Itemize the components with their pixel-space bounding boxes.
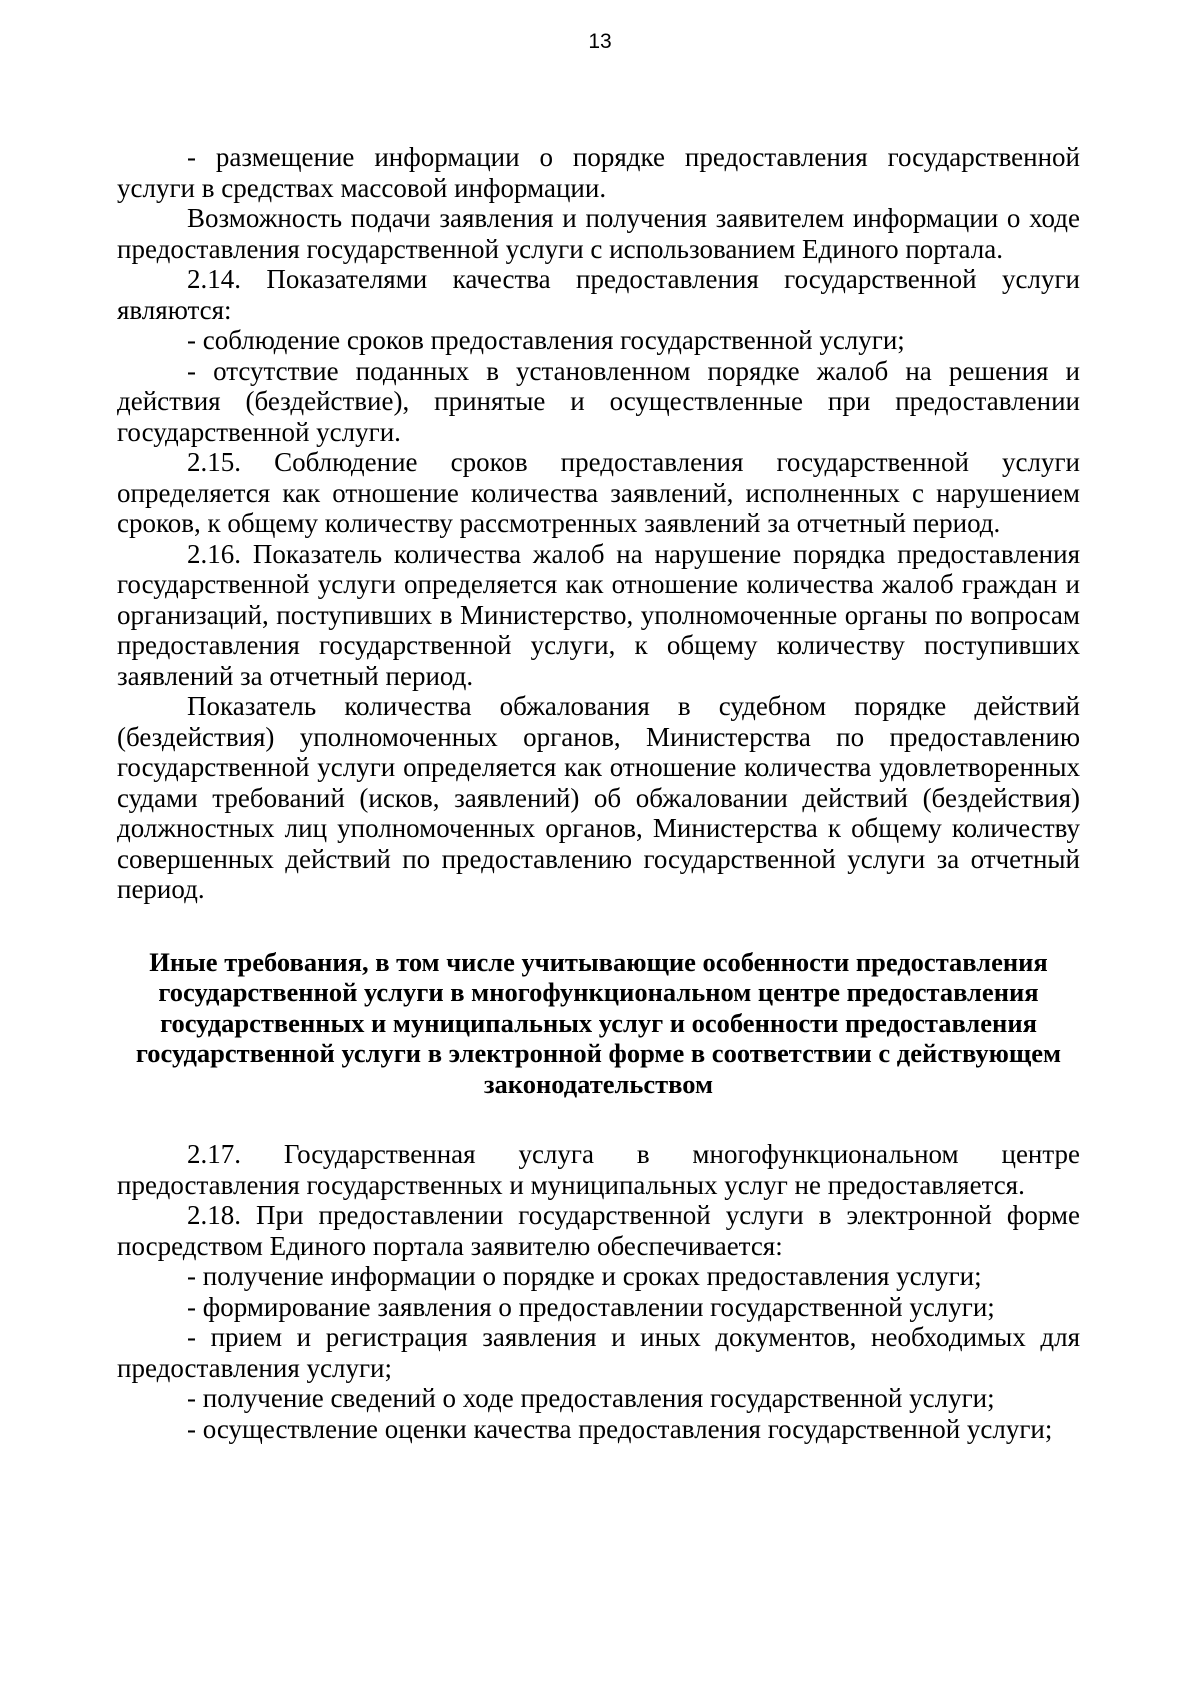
list-item-status: - получение сведений о ходе предоставления государственной услуги; xyxy=(187,1383,995,1413)
paragraph-2-14: 2.14. Показателями качества предоставления государственной услуги являются: xyxy=(117,264,1080,325)
paragraph-no-complaints: - отсутствие поданных в установленном порядке жалоб на решения и действия (бездействие), принятые и осуществленные при предоставлении государственной услуги. xyxy=(117,355,1080,447)
section-heading: Иные требования, в том числе учитывающие особенности предоставления государственной услуги в многофункциональном центре предоставления государственных и муниципальных услуг и особенности предоставления государственной услуги в электронной форме в соответствии с действующем законодательством xyxy=(135,946,1062,1099)
page-number: 13 xyxy=(588,30,612,53)
paragraph-2-16: 2.16. Показатель количества жалоб на нарушение порядка предоставления государственной услуги определяется как отношение количества жалоб граждан и организаций, поступивших в Министерство, уполномоченные органы по вопросам предоставления государственной услуги, к общему количеству поступивших заявлений за отчетный период. xyxy=(117,538,1080,691)
list-item-form: - формирование заявления о предоставлении государственной услуги; xyxy=(187,1291,995,1322)
paragraph-portal-possibility: Возможность подачи заявления и получения заявителем информации о ходе предоставления государственной услуги с использованием Единого портала. xyxy=(117,203,1080,264)
document-body xyxy=(117,142,1080,1444)
paragraph-mass-media: - размещение информации о порядке предоставления государственной услуги в средствах массовой информации. xyxy=(117,142,1080,203)
paragraph-2-15: 2.15. Соблюдение сроков предоставления государственной услуги определяется как отношение количества заявлений, исполненных с нарушением сроков, к общему количеству рассмотренных заявлений за отчетный период. xyxy=(117,447,1080,538)
paragraph-2-17: 2.17. Государственная услуга в многофункциональном центре предоставления государственных и муниципальных услуг не предоставляется. xyxy=(117,1139,1080,1200)
paragraph-court-appeals: Показатель количества обжалования в судебном порядке действий (бездействия) уполномоченных органов, Министерства по предоставлению государственной услуги определяется как отношение количества удовлетворенных судами требований (исков, заявлений) об обжаловании действий (бездействия) должностных лиц уполномоченных органов, Министерства к общему количеству совершенных действий по предоставлению государственной услуги за отчетный период. xyxy=(117,691,1080,904)
list-item-info: - получение информации о порядке и сроках предоставления услуги; xyxy=(187,1261,982,1291)
paragraph-deadline-compliance: - соблюдение сроков предоставления государственной услуги; xyxy=(187,325,905,355)
list-item-registration: - прием и регистрация заявления и иных документов, необходимых для предоставления услуги; xyxy=(117,1322,1080,1383)
paragraph-2-18: 2.18. При предоставлении государственной услуги в электронной форме посредством Единого портала заявителю обеспечивается: xyxy=(117,1200,1080,1261)
list-item-quality: - осуществление оценки качества предоставления государственной услуги; xyxy=(187,1413,1053,1444)
